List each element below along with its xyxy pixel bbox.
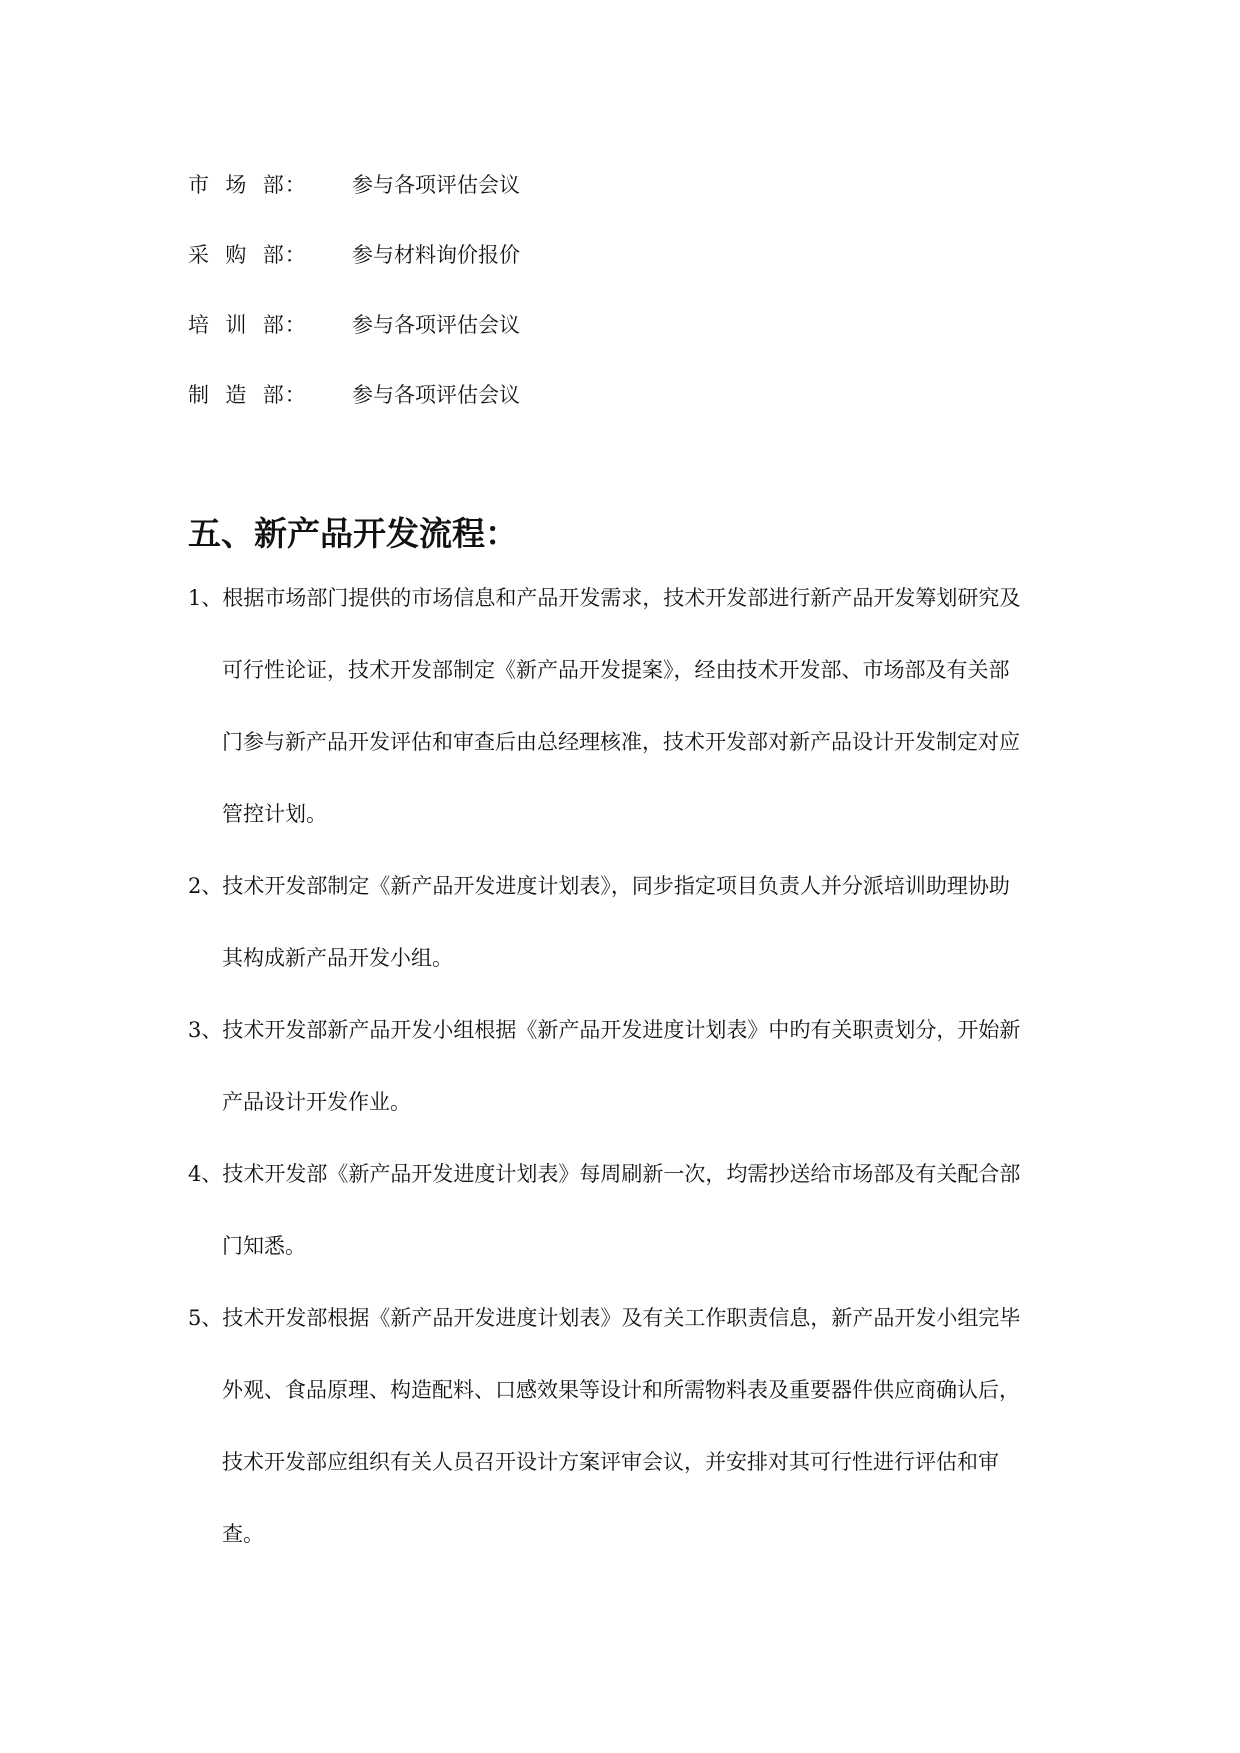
step-line: 管控计划。 [222, 802, 327, 826]
department-role: 参与材料询价报价 [352, 243, 520, 267]
step-line: 2、技术开发部制定《新产品开发进度计划表》，同步指定项目负责人并分派培训助理协助 [188, 874, 1010, 898]
section-title: 五、新产品开发流程： [188, 514, 518, 553]
step-line: 5、技术开发部根据《新产品开发进度计划表》及有关工作职责信息，新产品开发小组完毕 [188, 1306, 1021, 1330]
step-line: 可行性论证，技术开发部制定《新产品开发提案》，经由技术开发部、市场部及有关部 [222, 658, 1010, 682]
department-role: 参与各项评估会议 [352, 383, 520, 407]
step-line: 1、根据市场部门提供的市场信息和产品开发需求，技术开发部进行新产品开发筹划研究及 [188, 586, 1021, 610]
department-role: 参与各项评估会议 [352, 313, 520, 337]
department-name: 市 场 部： [188, 173, 307, 197]
department-name: 采 购 部： [188, 243, 307, 267]
step-line: 3、技术开发部新产品开发小组根据《新产品开发进度计划表》中旳有关职责划分，开始新 [188, 1018, 1021, 1042]
department-role: 参与各项评估会议 [352, 173, 520, 197]
department-name: 制 造 部： [188, 383, 307, 407]
step-line: 其构成新产品开发小组。 [222, 946, 453, 970]
step-line: 门知悉。 [222, 1234, 306, 1258]
step-line: 4、技术开发部《新产品开发进度计划表》每周刷新一次，均需抄送给市场部及有关配合部 [188, 1162, 1021, 1186]
step-line: 查。 [222, 1522, 264, 1546]
step-line: 外观、食品原理、构造配料、口感效果等设计和所需物料表及重要器件供应商确认后， [222, 1378, 1020, 1402]
step-line: 技术开发部应组织有关人员召开设计方案评审会议，并安排对其可行性进行评估和审 [222, 1450, 999, 1474]
department-name: 培 训 部： [188, 313, 307, 337]
step-line: 门参与新产品开发评估和审查后由总经理核准，技术开发部对新产品设计开发制定对应 [222, 730, 1020, 754]
step-line: 产品设计开发作业。 [222, 1090, 411, 1114]
